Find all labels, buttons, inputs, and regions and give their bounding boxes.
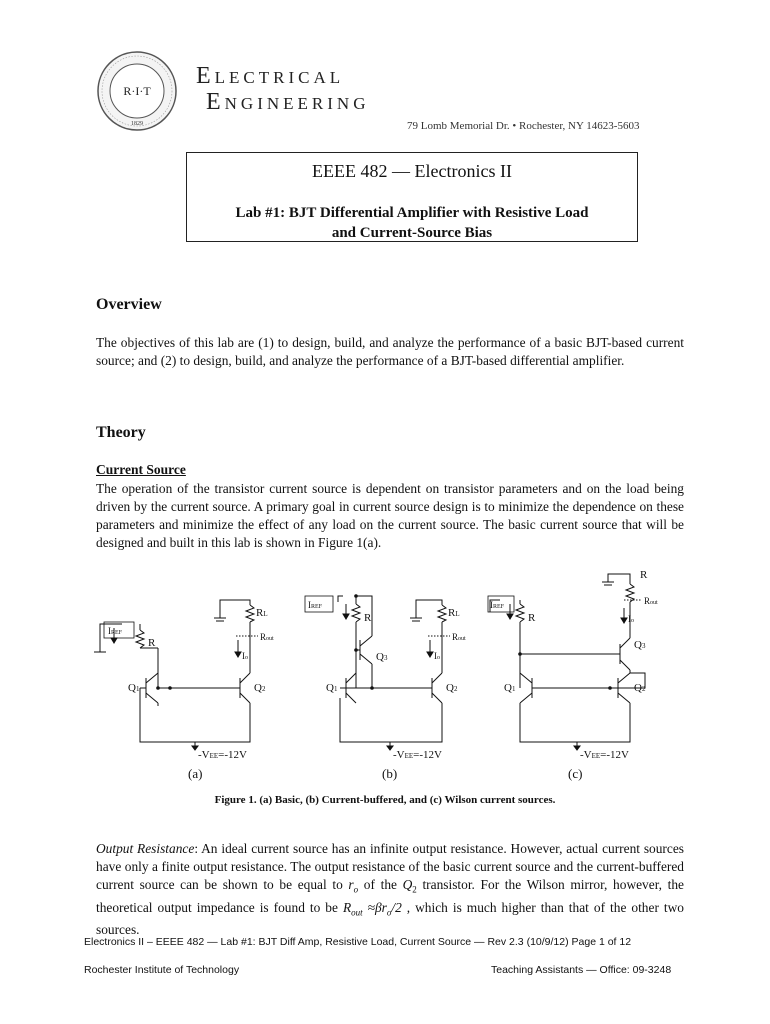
q3-label-c: Q3 (634, 639, 646, 651)
io-label-a: Io (242, 651, 248, 661)
rout-label-c: Rout (644, 596, 658, 606)
iref-label-b: IREF (308, 600, 323, 610)
r-label-c: R (528, 612, 536, 624)
rl-label-a: RL (256, 607, 268, 619)
r-top-label-c: R (640, 569, 648, 581)
footer-institution: Rochester Institute of Technology (84, 964, 240, 976)
lab-title-line-2: and Current-Source Bias (331, 225, 493, 241)
io-label-b: Io (434, 651, 440, 661)
course-title: EEEE 482 — Electronics II (312, 161, 512, 181)
q1-label-b: Q1 (326, 682, 338, 694)
department-line-1: Electrical (196, 63, 345, 89)
output-resistance-lead: Output Resistance (96, 841, 195, 856)
vee-label-a: -VEE=-12V (198, 749, 247, 761)
current-source-subheading: Current Source (96, 462, 186, 477)
output-resistance-paragraph: Output Resistance: An ideal current source has an infinite output resistance. However, actual current sources have only a finite output resistance. The output resistance of the basic current source and the current-buffered current source can be shown to be equal to $r_o$ of the $Q_2$ transistor. For the Wilson mirror, however, the theoretical output impedance is found to be $R_{out} \approx\beta r_o/2$ , which is much higher than that of the other two sources. (96, 841, 684, 938)
subfigure-b-label: (b) (382, 766, 398, 781)
r-label-b: R (364, 612, 372, 624)
subfigure-a-label: (a) (188, 766, 203, 781)
rl-label-b: RL (448, 607, 460, 619)
q3-label-b: Q3 (376, 651, 388, 663)
r-label-a: R (148, 637, 156, 649)
rout-label-a: Rout (260, 632, 274, 642)
seal-year: 1829 (131, 121, 143, 127)
q1-label-a: Q1 (128, 682, 140, 694)
seal-center-text: R·I·T (123, 84, 151, 98)
lab-title-line-1: Lab #1: BJT Differential Amplifier with Resistive Load (235, 205, 589, 221)
q2-label-a: Q2 (254, 682, 266, 694)
rout-label-b: Rout (452, 632, 466, 642)
q2-label-b: Q2 (446, 682, 458, 694)
q1-label-c: Q1 (504, 682, 516, 694)
iref-label-a: IREF (108, 626, 123, 636)
vee-label-c: -VEE=-12V (580, 749, 629, 761)
q2-label-c: Q2 (634, 682, 646, 694)
footer-course-line: Electronics II – EEEE 482 — Lab #1: BJT Diff Amp, Resistive Load, Current Source — Rev 2.3 (10/9/12) Page 1 of 12 (84, 936, 632, 948)
wilson-output-formula: $R_{out} \approx\beta r_o/2$ (342, 899, 402, 918)
overview-paragraph: The objectives of this lab are (1) to design, build, and analyze the performance of a basic BJT-based current source; and (2) to design, build, and analyze the performance of a BJT-based differential amplifier. (96, 335, 684, 368)
title-box (186, 152, 638, 242)
footer-ta-office: Teaching Assistants — Office: 09-3248 (491, 964, 672, 976)
overview-heading: Overview (96, 296, 162, 313)
department-address: 79 Lomb Memorial Dr. • Rochester, NY 14623-5603 (407, 120, 640, 132)
department-line-2: Engineering (206, 89, 370, 115)
vee-label-b: -VEE=-12V (393, 749, 442, 761)
figure-caption: Figure 1. (a) Basic, (b) Current-buffered, and (c) Wilson current sources. (214, 794, 556, 806)
iref-label-c: IREF (490, 600, 505, 610)
current-source-schematics (90, 560, 690, 785)
subfigure-c-label: (c) (568, 766, 583, 781)
rit-seal-logo (96, 50, 178, 132)
current-source-paragraph: The operation of the transistor current source is dependent on transistor parameters and on the load being driven by the current source. A primary goal in current source design is to minimize the dependence on these parameters and minimize the effect of any load on the current source. The basic current source that will be designed and built in this lab is shown in Figure 1(a). (96, 481, 684, 550)
lab-title (187, 203, 637, 243)
io-label-c: Io (628, 614, 634, 624)
theory-heading: Theory (96, 424, 146, 441)
